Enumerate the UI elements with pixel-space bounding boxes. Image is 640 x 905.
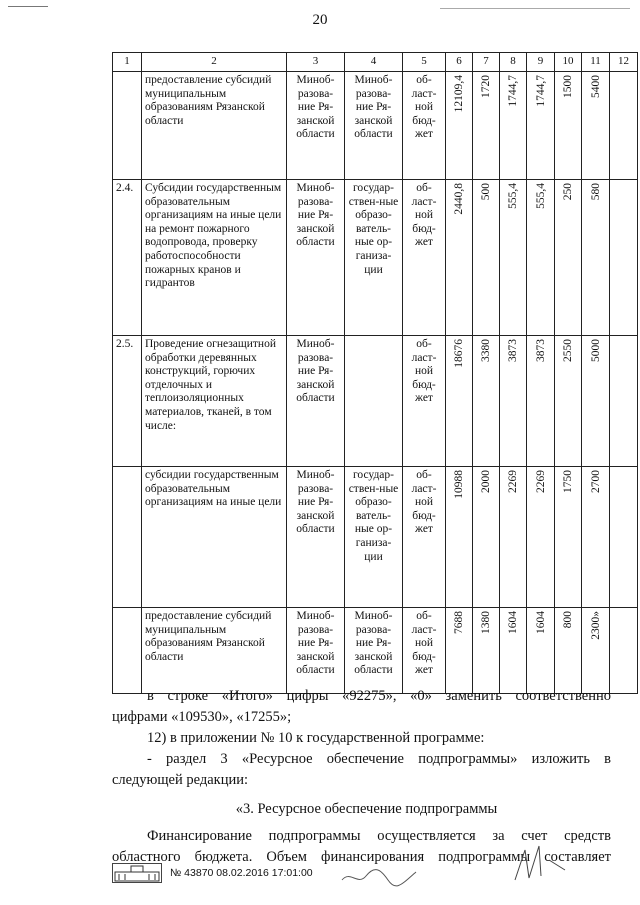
table-header-cell: 9	[527, 53, 555, 72]
value-cell: 250	[562, 183, 574, 201]
value-cell: 2300»	[589, 611, 602, 640]
amendment-paragraph-line: в строке «Итого» цифры «92275», «0» заменить соответственно	[147, 688, 611, 704]
row-executor: Миноб-разова-ние Ря-занской области	[287, 72, 345, 180]
value-cell: 2269	[534, 470, 547, 493]
section-heading: «3. Ресурсное обеспечение подпрограммы	[235, 801, 498, 817]
document-code: № 43870 08.02.2016 17:01:00	[170, 867, 313, 879]
building-stamp-icon	[112, 863, 162, 883]
value-cell: 3873	[507, 339, 519, 362]
value-cell: 800	[562, 611, 574, 629]
value-cell: 12109,4	[453, 75, 465, 113]
row-source: об-ласт-ной бюд-жет	[403, 72, 446, 180]
row-source: об-ласт-ной бюд-жет	[403, 336, 446, 467]
table-row	[113, 180, 638, 336]
value-cell: 5400	[589, 75, 602, 98]
row-number: 2.4.	[113, 180, 142, 336]
row-recipient: государ-ствен-ные образо-ватель-ные ор-ганиза-ции	[345, 467, 403, 608]
document-footer	[112, 863, 313, 883]
table-header-cell: 1	[113, 53, 142, 72]
value-cell: 1500	[562, 75, 574, 98]
row-source: об-ласт-ной бюд-жет	[403, 180, 446, 336]
value-cell: 1604	[534, 611, 547, 634]
row-number	[113, 467, 142, 608]
table-header-cell: 4	[345, 53, 403, 72]
value-cell: 3873	[534, 339, 547, 362]
value-cell: 2269	[507, 470, 519, 493]
signature-scribble-icon	[340, 860, 420, 890]
scan-artifact-right	[440, 8, 630, 9]
row-number	[113, 608, 142, 694]
value-cell: 3380	[480, 339, 492, 362]
value-cell: 10988	[453, 470, 465, 499]
table-row	[113, 608, 638, 694]
amendment-paragraph: 12) в приложении № 10 к государственной программе:	[147, 730, 485, 746]
row-name: предоставление субсидий муниципальным образованиям Рязанской области	[142, 608, 287, 694]
scan-artifact-left	[8, 6, 48, 7]
body-paragraph-line: областного бюджета. Объем финансирования подпрограммы составляет	[112, 849, 611, 865]
table-header-cell: 2	[142, 53, 287, 72]
table-header-cell: 3	[287, 53, 345, 72]
table-header-cell: 12	[610, 53, 638, 72]
amendment-paragraph-line: цифрами «109530», «17255»;	[112, 709, 292, 725]
row-name: Субсидии государственным образовательным организациям на иные цели на ремонт пожарного водопровода, проверку работоспособности пожарных кранов и гидрантов	[142, 180, 287, 336]
value-cell: 7688	[453, 611, 465, 634]
value-cell: 18676	[453, 339, 465, 368]
row-recipient: государ-ствен-ные образо-ватель-ные ор-ганиза-ции	[345, 180, 403, 336]
table-header-cell: 11	[582, 53, 610, 72]
row-recipient: Миноб-разова-ние Ря-занской области	[345, 608, 403, 694]
row-source: об-ласт-ной бюд-жет	[403, 467, 446, 608]
row-name: предоставление субсидий муниципальным образованиям Рязанской области	[142, 72, 287, 180]
value-cell: 555,4	[507, 183, 519, 209]
value-cell: 2700	[589, 470, 602, 493]
amendment-paragraph-line: - раздел 3 «Ресурсное обеспечение подпрограммы» изложить в	[147, 751, 611, 767]
value-cell: 2000	[480, 470, 492, 493]
value-cell: 2550	[562, 339, 574, 362]
value-cell: 1750	[562, 470, 574, 493]
row-number: 2.5.	[113, 336, 142, 467]
row-name: Проведение огнезащитной обработки деревянных конструкций, горючих отделочных и теплоизоляционных материалов, тканей, в том числе:	[142, 336, 287, 467]
amendment-paragraph-line: следующей редакции:	[112, 772, 249, 788]
table-header-row	[113, 53, 638, 72]
table-header-cell: 5	[403, 53, 446, 72]
table-header-cell: 7	[473, 53, 500, 72]
row-executor: Миноб-разова-ние Ря-занской области	[287, 467, 345, 608]
value-cell: 580	[589, 183, 602, 201]
row-recipient	[345, 336, 403, 467]
signature-mark-icon	[505, 840, 575, 890]
value-cell: 1720	[480, 75, 492, 98]
body-paragraph-line: Финансирование подпрограммы осуществляется за счет средств	[147, 828, 611, 844]
page-number: 20	[312, 12, 328, 28]
row-number	[113, 72, 142, 180]
value-cell: 1744,7	[534, 75, 547, 107]
value-cell: 500	[480, 183, 492, 201]
value-cell: 1380	[480, 611, 492, 634]
row-source: об-ласт-ной бюд-жет	[403, 608, 446, 694]
table-row	[113, 467, 638, 608]
row-executor: Миноб-разова-ние Ря-занской области	[287, 608, 345, 694]
table-header-cell: 8	[500, 53, 527, 72]
value-cell: 2440,8	[453, 183, 465, 215]
row-executor: Миноб-разова-ние Ря-занской области	[287, 336, 345, 467]
value-cell: 1604	[507, 611, 519, 634]
budget-table	[112, 52, 638, 694]
row-recipient: Миноб-разова-ние Ря-занской области	[345, 72, 403, 180]
row-executor: Миноб-разова-ние Ря-занской области	[287, 180, 345, 336]
table-row	[113, 72, 638, 180]
table-header-cell: 10	[555, 53, 582, 72]
table-header-cell: 6	[446, 53, 473, 72]
value-cell: 1744,7	[507, 75, 519, 107]
value-cell: 5000	[589, 339, 602, 362]
table-row	[113, 336, 638, 467]
row-name: субсидии государственным образовательным организациям на иные цели	[142, 467, 287, 608]
value-cell: 555,4	[534, 183, 547, 209]
